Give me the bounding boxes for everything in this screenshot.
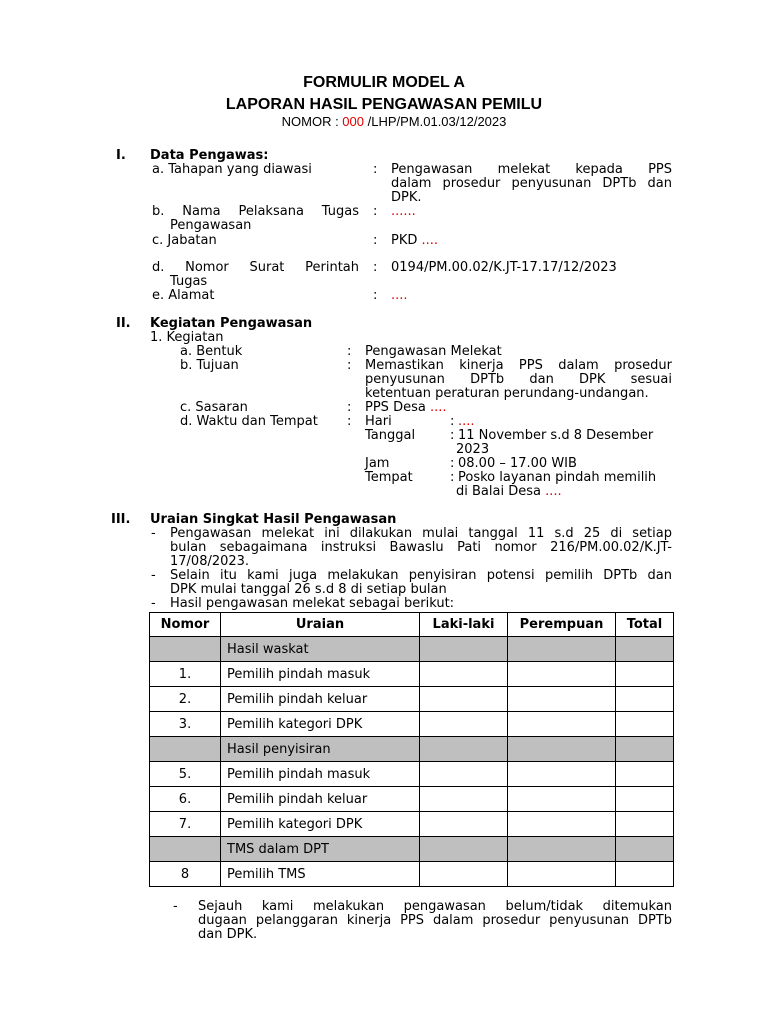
row-nomor [150, 837, 221, 862]
hasil-pengawasan-table [149, 612, 674, 887]
nomor-prefix: NOMOR : [281, 114, 343, 129]
sasaran-placeholder: .... [429, 400, 447, 415]
row-total [616, 637, 674, 662]
row-nomor: 8 [150, 862, 221, 887]
column-header-nomor: Nomor [150, 613, 221, 637]
tempat-value-l2 [456, 485, 562, 499]
row-laki-laki [420, 787, 508, 812]
table-header-row [150, 613, 674, 637]
jabatan-value [391, 234, 438, 248]
colon: : [347, 400, 352, 415]
row-laki-laki [420, 812, 508, 837]
tujuan-value-l2: penyusunan DPTb dan DPK sesuai [365, 372, 672, 387]
section2-heading: Kegiatan Pengawasan [150, 316, 313, 331]
jabatan-placeholder: .... [421, 233, 439, 248]
table-group-row [150, 837, 674, 862]
sasaran-value [365, 401, 446, 415]
row-uraian: Pemilih pindah keluar [221, 687, 420, 712]
row-uraian: Pemilih pindah masuk [221, 662, 420, 687]
row-total [616, 662, 674, 687]
kegiatan-item: 1. Kegiatan [150, 330, 224, 345]
table-row [150, 812, 674, 837]
colon: : [373, 260, 378, 275]
row-total [616, 712, 674, 737]
row-perempuan [508, 687, 616, 712]
bentuk-value: Pengawasan Melekat [365, 344, 502, 359]
tanggal-label: Tanggal [365, 428, 416, 443]
bullet-dash: - [151, 568, 156, 583]
row-laki-laki [420, 862, 508, 887]
section1-roman: I. [116, 148, 126, 163]
row-laki-laki [420, 637, 508, 662]
closing-l3: dan DPK. [198, 927, 258, 942]
column-header-uraian: Uraian [221, 613, 420, 637]
colon: : [450, 428, 455, 443]
jabatan-text: PKD [391, 233, 422, 248]
row-total [616, 687, 674, 712]
uraian-bullet1-l2: bulan sebagaimana instruksi Bawaslu Pati nomor 216/PM.00.02/K.JT- [170, 540, 672, 555]
uraian-bullet1-l3: 17/08/2023. [170, 554, 250, 569]
row-perempuan [508, 787, 616, 812]
tanggal-value-l2: 2023 [456, 442, 490, 457]
waktu-tempat-label: d. Waktu dan Tempat [180, 414, 318, 429]
colon: : [347, 414, 352, 429]
row-nomor [150, 737, 221, 762]
row-laki-laki [420, 762, 508, 787]
document-number [0, 114, 768, 129]
colon: : [373, 204, 378, 219]
tanggal-value-l1: 11 November s.d 8 Desember [458, 428, 654, 443]
section3-roman: III. [111, 512, 131, 527]
nomor-suffix: /LHP/PM.01.03/12/2023 [364, 114, 507, 129]
column-header-perempuan: Perempuan [508, 613, 616, 637]
section3-heading: Uraian Singkat Hasil Pengawasan [150, 512, 397, 527]
jam-value: 08.00 – 17.00 WIB [458, 456, 577, 471]
column-header-laki-laki: Laki-laki [420, 613, 508, 637]
row-nomor: 5. [150, 762, 221, 787]
row-nomor [150, 637, 221, 662]
row-uraian: Pemilih kategori DPK [221, 712, 420, 737]
tempat-placeholder: .... [545, 484, 562, 499]
tempat-value-l1: Posko layanan pindah memilih [458, 470, 657, 485]
colon: : [450, 414, 455, 429]
tujuan-value-l3: ketentuan peraturan perundang-undangan. [365, 386, 649, 401]
table-row [150, 662, 674, 687]
uraian-bullet1-l1: Pengawasan melekat ini dilakukan mulai tanggal 11 s.d 25 di setiap [170, 526, 672, 541]
row-uraian: Hasil waskat [221, 637, 420, 662]
colon: : [373, 162, 378, 177]
hari-label: Hari [365, 414, 392, 429]
section1-heading: Data Pengawas: [150, 148, 269, 163]
jabatan-label: c. Jabatan [152, 233, 217, 248]
tempat-label: Tempat [365, 470, 413, 485]
row-total [616, 812, 674, 837]
row-perempuan [508, 637, 616, 662]
closing-l1: Sejauh kami melakukan pengawasan belum/tidak ditemukan [198, 899, 672, 914]
bullet-dash: - [173, 899, 178, 914]
sasaran-label: c. Sasaran [180, 400, 248, 415]
row-total [616, 787, 674, 812]
row-uraian: Pemilih pindah keluar [221, 787, 420, 812]
tahapan-label: a. Tahapan yang diawasi [152, 162, 312, 177]
row-nomor: 1. [150, 662, 221, 687]
row-nomor: 2. [150, 687, 221, 712]
tujuan-value-l1: Memastikan kinerja PPS dalam prosedur [365, 358, 672, 373]
pelaksana-value: ...... [391, 204, 416, 219]
closing-l2: dugaan pelanggaran kinerja PPS dalam prosedur penyusunan DPTb [198, 913, 672, 928]
row-perempuan [508, 737, 616, 762]
row-nomor: 7. [150, 812, 221, 837]
colon: : [373, 233, 378, 248]
table-row [150, 687, 674, 712]
section2-roman: II. [116, 316, 131, 331]
row-total [616, 862, 674, 887]
row-laki-laki [420, 687, 508, 712]
tahapan-value-l3: DPK. [391, 190, 422, 205]
tempat-text: di Balai Desa [456, 484, 546, 499]
tahapan-value-l1: Pengawasan melekat kepada PPS [391, 162, 672, 177]
row-uraian: TMS dalam DPT [221, 837, 420, 862]
row-laki-laki [420, 712, 508, 737]
row-laki-laki [420, 837, 508, 862]
alamat-value: .... [391, 288, 408, 303]
row-total [616, 737, 674, 762]
table-row [150, 712, 674, 737]
surat-tugas-label-l2: Tugas [170, 274, 208, 289]
table-row [150, 762, 674, 787]
bentuk-label: a. Bentuk [180, 344, 243, 359]
sasaran-text: PPS Desa [365, 400, 430, 415]
hari-value: .... [458, 414, 475, 429]
row-nomor: 6. [150, 787, 221, 812]
table-row [150, 862, 674, 887]
row-laki-laki [420, 737, 508, 762]
uraian-bullet3: Hasil pengawasan melekat sebagai berikut: [170, 596, 455, 611]
uraian-bullet2-l1: Selain itu kami juga melakukan penyisiran potensi pemilih DPTb dan [170, 568, 672, 583]
colon: : [450, 470, 455, 485]
table-group-row [150, 637, 674, 662]
surat-tugas-label-l1: d. Nomor Surat Perintah [152, 260, 359, 275]
table-row [150, 787, 674, 812]
row-perempuan [508, 812, 616, 837]
uraian-bullet2-l2: DPK mulai tanggal 26 s.d 8 di setiap bulan [170, 582, 447, 597]
row-uraian: Pemilih TMS [221, 862, 420, 887]
pelaksana-label-l2: Pengawasan [170, 218, 252, 233]
row-perempuan [508, 712, 616, 737]
form-title: FORMULIR MODEL A [303, 74, 465, 91]
colon: : [347, 344, 352, 359]
report-title: LAPORAN HASIL PENGAWASAN PEMILU [225, 96, 543, 113]
colon: : [450, 456, 455, 471]
row-uraian: Pemilih pindah masuk [221, 762, 420, 787]
nomor-value: 000 [342, 114, 364, 129]
colon: : [373, 288, 378, 303]
table-group-row [150, 737, 674, 762]
row-perempuan [508, 837, 616, 862]
column-header-total: Total [616, 613, 674, 637]
row-nomor: 3. [150, 712, 221, 737]
row-uraian: Hasil penyisiran [221, 737, 420, 762]
tahapan-value-l2: dalam prosedur penyusunan DPTb dan [391, 176, 672, 191]
row-total [616, 762, 674, 787]
row-perempuan [508, 662, 616, 687]
row-laki-laki [420, 662, 508, 687]
row-total [616, 837, 674, 862]
pelaksana-label-l1: b. Nama Pelaksana Tugas [152, 204, 359, 219]
bullet-dash: - [151, 526, 156, 541]
jam-label: Jam [365, 456, 390, 471]
tujuan-label: b. Tujuan [180, 358, 239, 373]
bullet-dash: - [151, 596, 156, 611]
surat-tugas-value: 0194/PM.00.02/K.JT-17.17/12/2023 [391, 260, 617, 275]
row-uraian: Pemilih kategori DPK [221, 812, 420, 837]
row-perempuan [508, 762, 616, 787]
colon: : [347, 358, 352, 373]
alamat-label: e. Alamat [152, 288, 215, 303]
row-perempuan [508, 862, 616, 887]
